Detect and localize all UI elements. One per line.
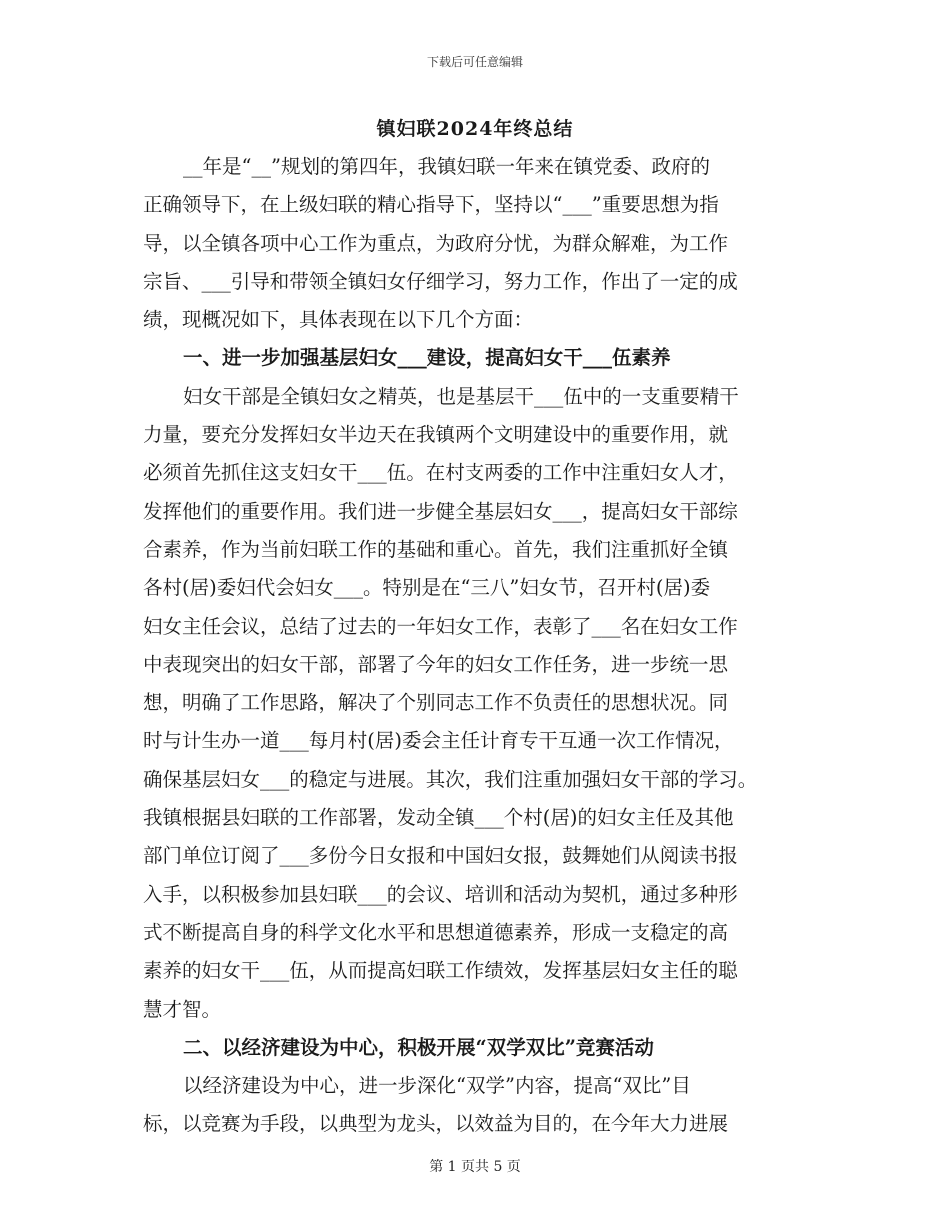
paragraph-line: 导，以全镇各项中心工作为重点，为政府分忧，为群众解难，为工作 <box>143 231 729 255</box>
paragraph-line: 妇女干部是全镇妇女之精英，也是基层干___伍中的一支重要精干 <box>183 384 739 408</box>
paragraph-line: 时与计生办一道___每月村(居)委会主任计育专干互通一次工作情况， <box>143 729 734 753</box>
section-heading: 一、进一步加强基层妇女___建设，提高妇女干___伍素养 <box>183 346 671 370</box>
document-title: 镇妇联2024年终总结 <box>376 118 574 140</box>
document-body <box>143 148 803 1144</box>
page-footer: 第 1 页共 5 页 <box>429 1159 521 1175</box>
paragraph-line: 合素养，作为当前妇联工作的基础和重心。首先，我们注重抓好全镇 <box>143 537 729 561</box>
paragraph-line: 必须首先抓住这支妇女干___伍。在村支两委的工作中注重妇女人才， <box>143 461 738 485</box>
section-heading: 二、以经济建设为中心，积极开展“双学双比”竞赛活动 <box>183 1035 654 1059</box>
paragraph-line: 中表现突出的妇女干部，部署了今年的妇女工作任务，进一步统一思 <box>143 652 729 676</box>
paragraph-line: 部门单位订阅了___多份今日女报和中国妇女报，鼓舞她们从阅读书报 <box>143 844 738 868</box>
paragraph-line: 发挥他们的重要作用。我们进一步健全基层妇女___，提高妇女干部综 <box>143 499 738 523</box>
paragraph-line: 正确领导下，在上级妇联的精心指导下，坚持以“___”重要思想为指 <box>143 193 719 217</box>
paragraph-line: 以经济建设为中心，进一步深化“双学”内容，提高“双比”目 <box>183 1074 691 1098</box>
paragraph-line: 慧才智。 <box>143 997 222 1021</box>
paragraph-line: __年是“__”规划的第四年，我镇妇联一年来在镇党委、政府的 <box>183 155 710 178</box>
paragraph-line: 宗旨、___引导和带领全镇妇女仔细学习，努力工作，作出了一定的成 <box>143 269 738 293</box>
page-header: 下载后可任意编辑 <box>426 55 523 69</box>
paragraph-line: 式不断提高自身的科学文化水平和思想道德素养，形成一支稳定的高 <box>143 920 729 944</box>
paragraph-line: 入手，以积极参加县妇联___的会议、培训和活动为契机，通过多种形 <box>143 882 738 906</box>
paragraph-line: 素养的妇女干___伍，从而提高妇联工作绩效，发挥基层妇女主任的聪 <box>143 959 738 983</box>
paragraph-line: 我镇根据县妇联的工作部署，发动全镇___个村(居)的妇女主任及其他 <box>143 806 734 830</box>
paragraph-line: 妇女主任会议，总结了过去的一年妇女工作，表彰了___名在妇女工作 <box>143 614 738 638</box>
paragraph-line: 力量，要充分发挥妇女半边天在我镇两个文明建设中的重要作用，就 <box>143 423 729 447</box>
paragraph-line: 确保基层妇女___的稳定与进展。其次，我们注重加强妇女干部的学习。 <box>143 767 758 791</box>
paragraph-line: 标，以竞赛为手段，以典型为龙头，以效益为目的，在今年大力进展 <box>143 1112 729 1136</box>
paragraph-line: 想，明确了工作思路，解决了个别同志工作不负责任的思想状况。同 <box>143 691 729 715</box>
paragraph-line: 各村(居)委妇代会妇女___。特别是在“三八”妇女节，召开村(居)委 <box>143 576 711 600</box>
paragraph-line: 绩，现概况如下，具体表现在以下几个方面： <box>143 308 534 332</box>
